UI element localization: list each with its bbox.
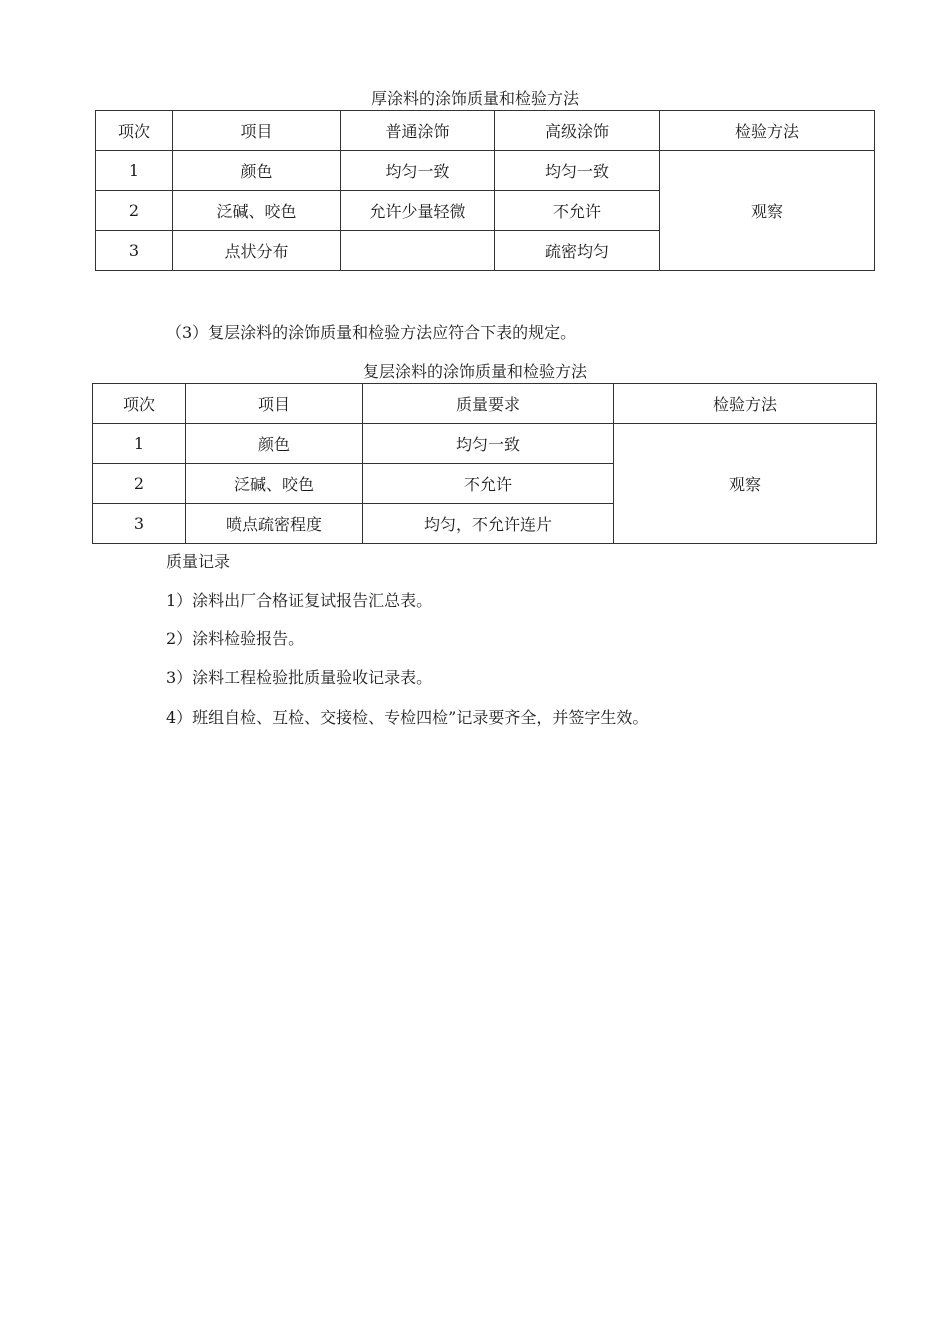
header-cell: 检验方法 bbox=[660, 111, 875, 151]
table-row bbox=[96, 151, 875, 191]
table-cell: 允许少量轻微 bbox=[341, 191, 495, 231]
table-cell: 颜色 bbox=[186, 424, 363, 464]
table-cell: 均匀一致 bbox=[341, 151, 495, 191]
table-cell bbox=[341, 231, 495, 271]
intro-paragraph: （3）复层涂料的涂饰质量和检验方法应符合下表的规定。 bbox=[166, 323, 577, 342]
thick-coating-table bbox=[95, 110, 875, 271]
header-cell: 质量要求 bbox=[363, 384, 614, 424]
table-cell: 1 bbox=[93, 424, 186, 464]
table-cell: 3 bbox=[93, 504, 186, 544]
table-header-row bbox=[96, 111, 875, 151]
header-cell: 普通涂饰 bbox=[341, 111, 495, 151]
table-cell: 均匀一致 bbox=[495, 151, 660, 191]
table-cell: 喷点疏密程度 bbox=[186, 504, 363, 544]
table-cell: 均匀，不允许连片 bbox=[363, 504, 614, 544]
table-cell: 不允许 bbox=[363, 464, 614, 504]
table-header-row bbox=[93, 384, 877, 424]
table-cell: 2 bbox=[96, 191, 173, 231]
table-cell: 1 bbox=[96, 151, 173, 191]
record-item: 3）涂料工程检验批质量验收记录表。 bbox=[166, 668, 433, 687]
record-item: 4）班组自检、互检、交接检、专检四检”记录要齐全，并签字生效。 bbox=[166, 708, 649, 727]
table-cell: 3 bbox=[96, 231, 173, 271]
table-cell: 泛碱、咬色 bbox=[173, 191, 341, 231]
table1-title: 厚涂料的涂饰质量和检验方法 bbox=[370, 89, 579, 108]
table-cell: 颜色 bbox=[173, 151, 341, 191]
table-cell: 疏密均匀 bbox=[495, 231, 660, 271]
table-cell: 泛碱、咬色 bbox=[186, 464, 363, 504]
method-cell: 观察 bbox=[660, 151, 875, 271]
header-cell: 检验方法 bbox=[614, 384, 877, 424]
table-cell: 点状分布 bbox=[173, 231, 341, 271]
header-cell: 高级涂饰 bbox=[495, 111, 660, 151]
table-cell: 不允许 bbox=[495, 191, 660, 231]
header-cell: 项目 bbox=[186, 384, 363, 424]
header-cell: 项次 bbox=[93, 384, 186, 424]
header-cell: 项次 bbox=[96, 111, 173, 151]
method-cell: 观察 bbox=[614, 424, 877, 544]
record-item: 1）涂料出厂合格证复试报告汇总表。 bbox=[166, 591, 433, 610]
records-heading: 质量记录 bbox=[166, 552, 231, 571]
multilayer-coating-table bbox=[92, 383, 877, 544]
table-cell: 均匀一致 bbox=[363, 424, 614, 464]
table2-title: 复层涂料的涂饰质量和检验方法 bbox=[362, 362, 587, 381]
table-cell: 2 bbox=[93, 464, 186, 504]
header-cell: 项目 bbox=[173, 111, 341, 151]
table-row bbox=[93, 424, 877, 464]
record-item: 2）涂料检验报告。 bbox=[166, 629, 305, 648]
